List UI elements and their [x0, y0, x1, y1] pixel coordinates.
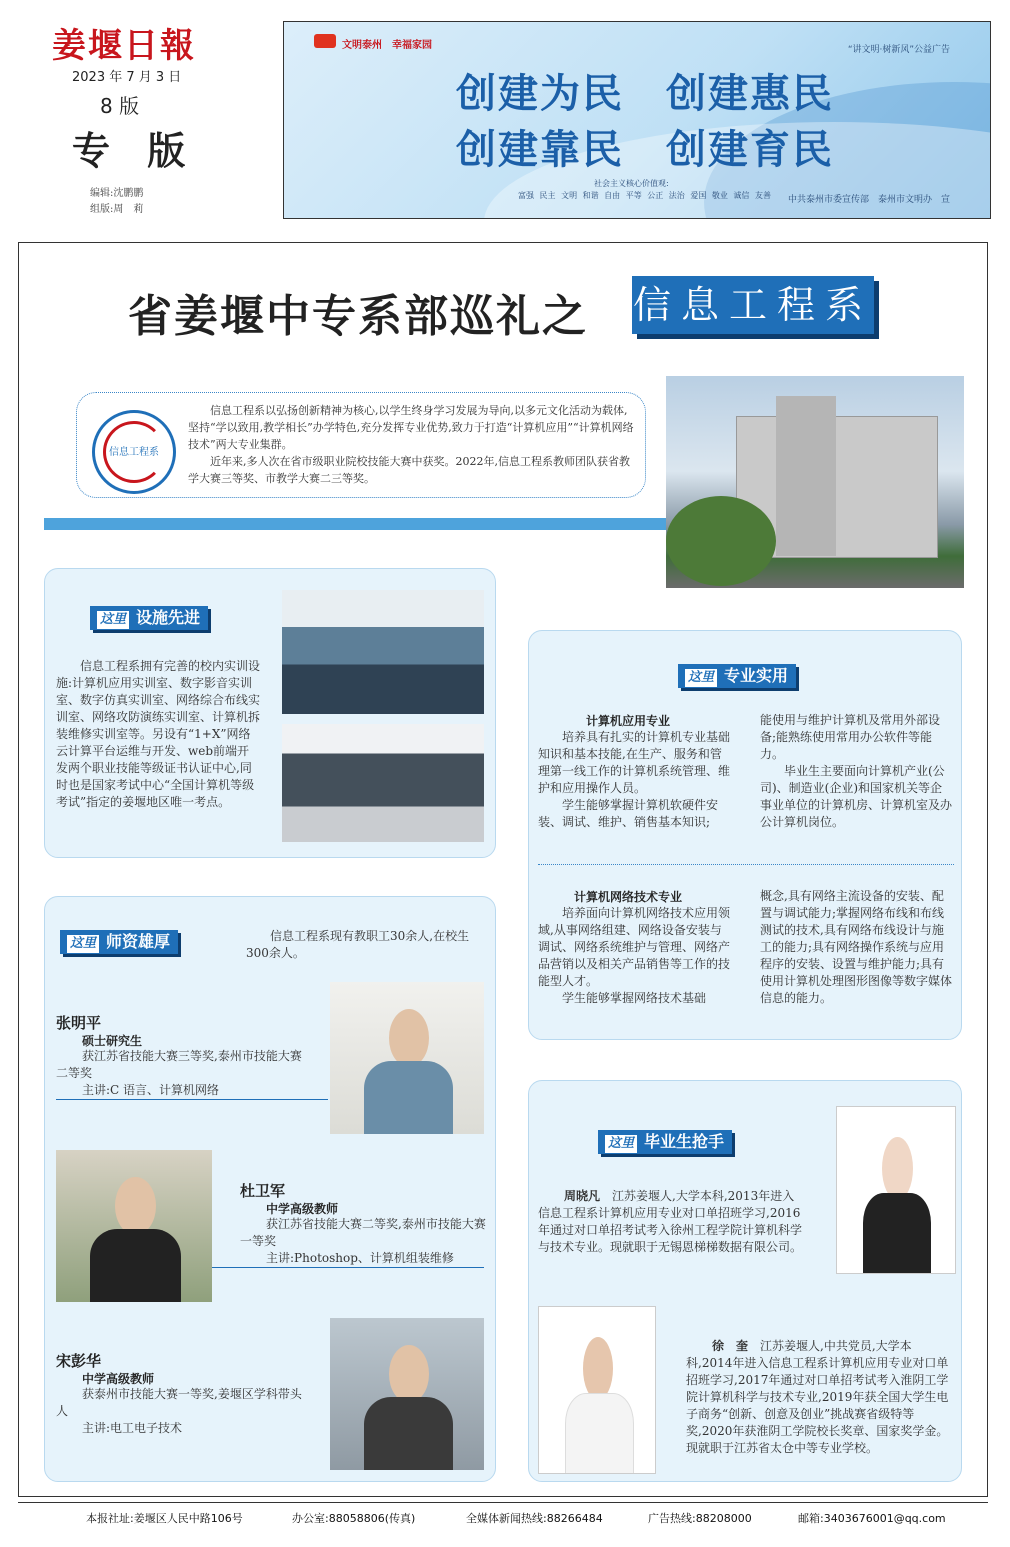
teacher-photo: [330, 982, 484, 1134]
teacher-photo: [330, 1318, 484, 1470]
teacher-name: 杜卫军: [240, 1182, 286, 1200]
graduate-photo: [836, 1106, 956, 1274]
major-text-col2: 能使用与维护计算机及常用外部设备;能熟练使用常用办公软件等能力。 毕业生主要面向计算机产业(公司)、制造业(企业)和国家机关等企事业单位的计算机房、计算机室及办公计算机岗位。: [760, 713, 953, 829]
teacher-name: 张明平: [56, 1014, 102, 1032]
editor-credits: [90, 186, 143, 218]
teachers-title: 这里 师资雄厚: [60, 930, 178, 954]
teacher-courses: 主讲:Photoshop、计算机组装维修: [212, 1250, 484, 1268]
graduate-photo: [538, 1306, 656, 1474]
teacher-courses: 主讲:电工电子技术: [82, 1421, 183, 1435]
layout-name: 组版:周 莉: [90, 204, 144, 215]
department-badge-icon: 信息工程系: [92, 410, 176, 494]
footer-office: 办公室:88058806(传真): [292, 1512, 416, 1525]
civilization-logo-icon: [314, 34, 336, 48]
newspaper-logo: 姜堰日報: [52, 26, 196, 66]
teacher-degree: 中学高级教师: [266, 1202, 339, 1216]
building-photo: [666, 376, 964, 588]
graduate-name: 周晓凡: [564, 1189, 601, 1203]
teacher-degree: 中学高级教师: [82, 1372, 155, 1386]
intro-paragraph: 近年来,多人次在省市级职业院校技能大赛中获奖。2022年,信息工程系教师团队获省教学大赛三等奖、市教学大赛二三等奖。: [188, 455, 630, 485]
teacher-photo: [56, 1150, 212, 1302]
department-tag: 信息工程系: [632, 276, 874, 334]
major-divider: [538, 864, 954, 865]
editor-name: 编辑:沈鹏鹏: [90, 188, 144, 199]
major-name: 计算机应用专业: [586, 714, 671, 728]
public-service-ad: [283, 21, 991, 219]
edition-number: 8 版: [100, 94, 140, 118]
major-name: 计算机网络技术专业: [574, 890, 683, 904]
issue-date: 2023 年 7 月 3 日: [72, 70, 182, 85]
footer-rule: [18, 1502, 988, 1503]
divider-bar: [44, 518, 704, 530]
core-values-title: 社会主义核心价值观:: [594, 179, 669, 188]
ad-headline-1: 创建为民 创建惠民: [456, 71, 834, 117]
feature-headline: 省姜堰中专系部巡礼之: [128, 291, 588, 342]
intro-text: [188, 402, 636, 487]
facilities-title: 这里 设施先进: [90, 606, 208, 630]
intro-paragraph: 信息工程系以弘扬创新精神为核心,以学生终身学习发展为导向,以多元文化活动为载体,坚持“学以致用,教学相长”办学特色,充分发挥专业优势,致力于打造“计算机应用”“计算机网络技术”两大专业集群。: [188, 404, 634, 451]
ad-sponsor: 中共泰州市委宣传部 泰州市文明办 宣: [787, 195, 950, 205]
teachers-summary: 信息工程系现有教职工30余人,在校生300余人。: [246, 929, 470, 960]
teacher-award: 获江苏省技能大赛三等奖,泰州市技能大赛二等奖: [56, 1049, 302, 1080]
ad-headline-2: 创建靠民 创建育民: [456, 127, 834, 173]
teacher-award: 获江苏省技能大赛二等奖,泰州市技能大赛一等奖: [240, 1217, 486, 1248]
graduate-profile: 周晓凡 江苏姜堰人,大学本科,2013年进入信息工程系计算机应用专业对口单招班学习,2016年通过对口单招考试考入徐州工程学院计算机科学与技术专业。现就职于无锡恩梯梯数据有限公司。: [538, 1189, 803, 1254]
footer-ad-hotline: 广告热线:88208000: [648, 1512, 752, 1525]
lab-photo-2: [282, 724, 484, 842]
major-text-col1: 培养具有扎实的计算机专业基础知识和基本技能,在生产、服务和管理第一线工作的计算机系统管理、维护和应用操作人员。 学生能够掌握计算机软硬件安装、调试、维护、销售基本知识;: [538, 730, 731, 829]
teacher-courses: 主讲:C 语言、计算机网络: [56, 1082, 328, 1100]
majors-title: 这里 专业实用: [678, 664, 796, 688]
major-text-col1: 培养面向计算机网络技术应用领域,从事网络组建、网络设备安装与调试、网络系统维护与管理、网络产品营销以及相关产品销售等工作的技能型人才。 学生能够掌握网络技术基础: [538, 906, 731, 1005]
footer-email[interactable]: 邮箱:3403676001@qq.com: [798, 1512, 946, 1525]
graduate-profile: 徐 奎 江苏姜堰人,中共党员,大学本科,2014年进入信息工程系计算机应用专业对口单招班学习,2017年通过对口单招考试考入淮阴工学院计算机科学与技术专业,2019年获全国大学生电子商务“创新、创意及创业”挑战赛省级特等奖,2020年获淮阴工学院校长奖章、国家奖学金。现就职于江苏省太仓中等专业学校。: [686, 1339, 949, 1455]
footer-news-hotline: 全媒体新闻热线:88266484: [466, 1512, 603, 1525]
facilities-text: 信息工程系拥有完善的校内实训设施:计算机应用实训室、数字影音实训室、数字仿真实训室、网络综合布线实训室、网络攻防演练实训室、计算机拆装维修实训室等。另设有“1+X”网络云计算平台运维与开发、web前端开发两个职业技能等级证书认证中心,同时也是国家考试中心“全国计算机等级考试”指定的姜堰地区唯一考点。: [56, 659, 261, 809]
major-text-col2: 概念,具有网络主流设备的安装、配置与调试能力;掌握网络布线和布线测试的技术,具有网络布线设计与施工的能力;具有网络操作系统与应用程序的安装、设置与维护能力;具有使用计算机处理图形图像等数字媒体信息的能力。: [760, 889, 953, 1005]
lab-photo-1: [282, 590, 484, 714]
teacher-award: 获泰州市技能大赛一等奖,姜堰区学科带头人: [56, 1387, 302, 1418]
teacher-degree: 硕士研究生: [82, 1034, 143, 1048]
graduates-title: 这里 毕业生抢手: [598, 1130, 732, 1154]
footer-address: 本报社址:姜堰区人民中路106号: [86, 1512, 243, 1525]
teacher-name: 宋彭华: [56, 1352, 102, 1370]
core-values-list: 富强 民主 文明 和谐 自由 平等 公正 法治 爱国 敬业 诚信 友善: [518, 191, 771, 200]
ad-slogan-top: 文明泰州 幸福家园: [342, 40, 432, 51]
ad-campaign-label: “讲文明·树新风”公益广告: [847, 45, 950, 55]
section-name: 专 版: [72, 128, 198, 173]
graduate-name: 徐 奎: [712, 1339, 749, 1353]
